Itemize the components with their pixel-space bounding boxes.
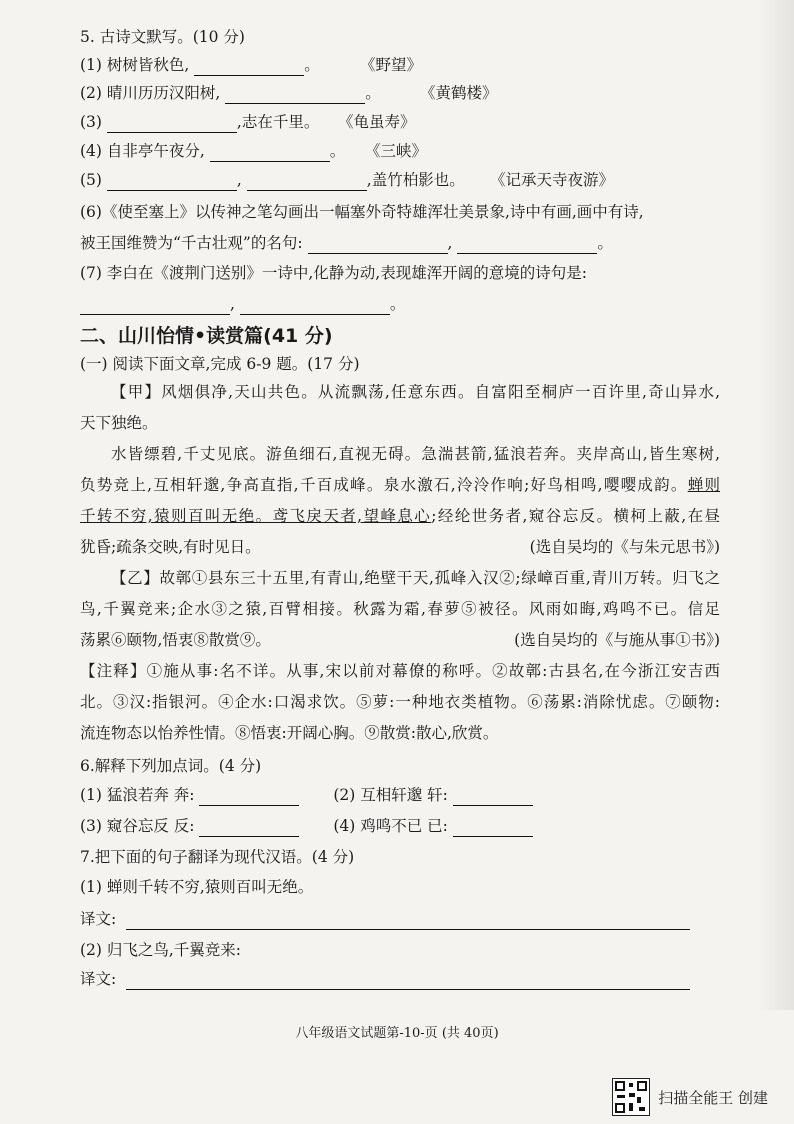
- section-2-subtitle: (一) 阅读下面文章,完成 6-9 题。(17 分): [80, 355, 360, 373]
- passage-jia: 【甲】风烟俱净,天山共色。从流飘荡,任意东西。自富阳至桐庐一百许里,奇山异水, 天下独绝。 水皆缥碧,千丈见底。游鱼细石,直视无碍。急湍甚箭,猛浪若奔。夹岸高山,皆生寒树, 负势竞上,互相轩邈,争高直指,千百成峰。泉水激石,泠泠作响;好鸟相鸣,嘤嘤成韵。蝉则 千转不穷,猿则百叫无绝。鸢飞戾天者,望峰息心;经纶世务者,窥谷忘反。横柯上蔽,在昼 犹昏;疏条交映,有时见日。 (选自吴均的《与朱元思书》) 【乙】故鄣①县东三十五里,有青山,绝壁干天,孤峰入汉②;绿嶂百重,青川万转。归飞之 鸟,千翼竞来;企水③之猿,百臂相接。秋露为霜,春萝⑤被径。风雨如晦,鸡鸣不已。信足 荡累⑥颐物,悟衷⑧散赏⑨。 (选自吴均的《与施从事①书》) 【注释】①施从事:名不详。从事,宋以前对幕僚的称呼。②故鄣:古县名,在今浙江安吉西 北。③汉:指银河。④企水:口渴求饮。⑤萝:一种地衣类植物。⑥荡累:消除忧虑。⑦颐物: 流连物态以怡养性情。⑧悟衷:开阔心胸。⑨散赏:散心,欣赏。: [80, 383, 720, 742]
- q5-line-3: (3) ,志在千里。 《龟虽寿》: [80, 113, 416, 131]
- qr-code-icon: [612, 1078, 650, 1116]
- q5-line-7-blanks: , 。: [80, 293, 754, 315]
- q6-row-2: (3) 窥谷忘反 反: (4) 鸡鸣不已 已:: [80, 815, 754, 837]
- answer-blank[interactable]: [210, 143, 330, 162]
- q5-line-4: (4) 自非亭午夜分, 。 《三峡》: [80, 142, 428, 160]
- q6-title: 6.解释下列加点词。(4 分): [80, 757, 262, 775]
- section-2-title: 二、山川怡情•读赏篇(41 分): [80, 325, 333, 347]
- answer-blank[interactable]: [225, 85, 365, 104]
- answer-blank[interactable]: [199, 818, 299, 837]
- answer-blank[interactable]: [457, 235, 597, 254]
- scanner-watermark: 扫描全能王 创建: [612, 1078, 768, 1116]
- answer-blank[interactable]: [107, 114, 237, 133]
- q5-title: 5. 古诗文默写。(10 分): [80, 28, 245, 46]
- answer-blank[interactable]: [308, 235, 448, 254]
- translation-line-1[interactable]: 译文:: [80, 908, 690, 930]
- answer-blank[interactable]: [107, 172, 237, 191]
- q5-line-5: (5) , ,盖竹柏影也。 《记承天寺夜游》: [80, 171, 615, 189]
- page-footer: 八年级语文试题第-10-页 (共 40页): [295, 1026, 499, 1041]
- answer-blank[interactable]: [80, 296, 230, 315]
- translation-line-2[interactable]: 译文:: [80, 968, 690, 990]
- scan-shadow: [758, 0, 794, 1010]
- answer-blank[interactable]: [453, 818, 533, 837]
- q7-sentence-2: (2) 归飞之鸟,千翼竞来:: [80, 941, 242, 959]
- passage-source: (选自吴均的《与施从事①书》): [514, 631, 720, 649]
- answer-blank[interactable]: [240, 296, 390, 315]
- answer-blank[interactable]: [453, 787, 533, 806]
- answer-blank[interactable]: [247, 172, 367, 191]
- q7-title: 7.把下面的句子翻译为现代汉语。(4 分): [80, 848, 355, 866]
- notes: 【注释】①施从事:名不详。从事,宋以前对幕僚的称呼。②故鄣:古县名,在今浙江安吉西: [80, 662, 720, 680]
- q5-line-2: (2) 晴川历历汉阳树, 。 《黄鹤楼》: [80, 84, 498, 102]
- q5-line-1: (1) 树树皆秋色, 。 《野望》: [80, 56, 423, 74]
- passage-source: (选自吴均的《与朱元思书》): [529, 538, 720, 556]
- q5-line-6a: (6)《使至塞上》以传神之笔勾画出一幅塞外奇特雄浑壮美景象,诗中有画,画中有诗,: [80, 203, 644, 221]
- q5-line-6b: 被王国维赞为“千古壮观”的名句: , 。: [80, 234, 613, 252]
- q7-sentence-1: (1) 蝉则千转不穷,猿则百叫无绝。: [80, 878, 314, 896]
- answer-blank[interactable]: [194, 57, 304, 76]
- q5-line-7: (7) 李白在《渡荆门送别》一诗中,化静为动,表现雄浑开阔的意境的诗句是:: [80, 264, 587, 282]
- answer-blank[interactable]: [199, 787, 299, 806]
- q6-row-1: (1) 猛浪若奔 奔: (2) 互相轩邈 轩:: [80, 784, 754, 806]
